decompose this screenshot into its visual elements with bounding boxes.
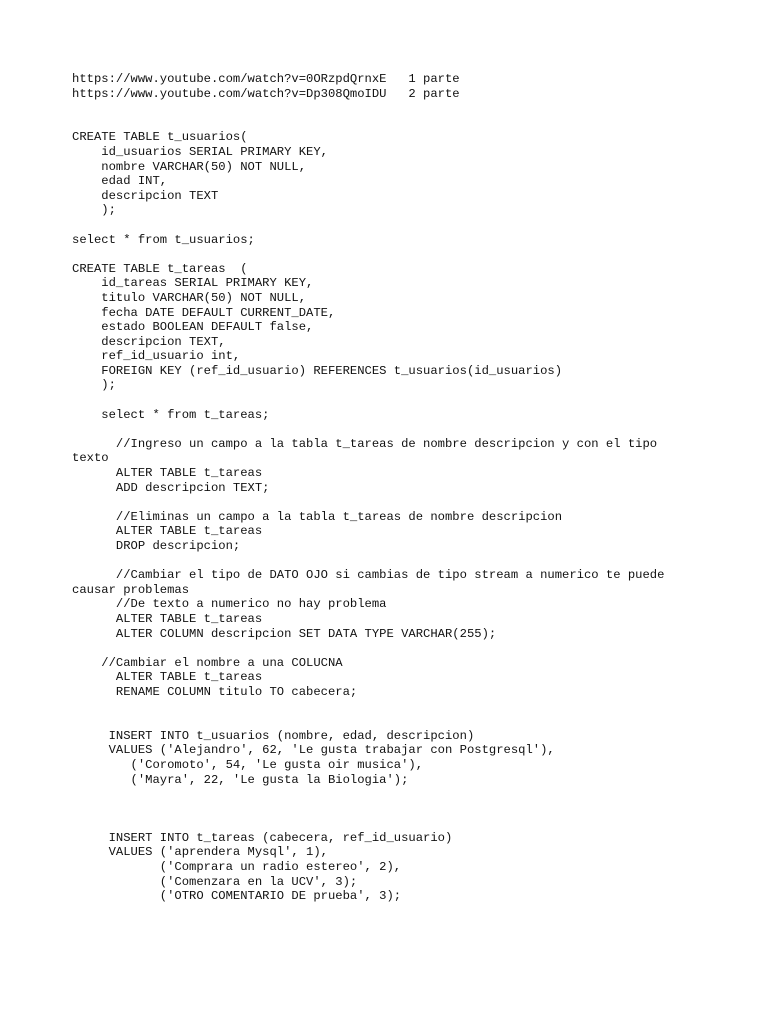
code-line <box>72 495 696 510</box>
code-line: id_tareas SERIAL PRIMARY KEY, <box>72 276 314 291</box>
code-line <box>72 247 696 262</box>
code-line: https://www.youtube.com/watch?v=0ORzpdQrnxE 1 parte <box>72 72 460 86</box>
code-line: CREATE TABLE t_tareas ( <box>72 261 248 276</box>
code-line: ('Comprara un radio estereo', 2), <box>72 860 402 875</box>
code-line: select * from t_usuarios; <box>72 232 255 247</box>
code-line: ('Comenzara en la UCV', 3); <box>72 874 358 889</box>
code-line <box>72 641 696 656</box>
code-line: //Cambiar el tipo de DATO OJO si cambias de tipo stream a numerico te puede <box>72 568 665 583</box>
code-line: ref_id_usuario int, <box>72 349 241 364</box>
code-line: ALTER TABLE t_tareas <box>72 670 263 685</box>
code-line: titulo VARCHAR(50) NOT NULL, <box>72 290 307 305</box>
code-line: fecha DATE DEFAULT CURRENT_DATE, <box>72 305 336 320</box>
code-line <box>72 700 696 715</box>
code-line: nombre VARCHAR(50) NOT NULL, <box>72 159 307 174</box>
code-line: https://www.youtube.com/watch?v=Dp308QmoIDU 2 parte <box>72 86 460 101</box>
code-line <box>72 714 696 729</box>
code-line: ); <box>72 378 116 393</box>
code-line: ALTER TABLE t_tareas <box>72 611 263 626</box>
code-line: texto <box>72 451 109 466</box>
code-line: //De texto a numerico no hay problema <box>72 597 387 612</box>
code-line: id_usuarios SERIAL PRIMARY KEY, <box>72 144 328 159</box>
code-line <box>72 116 696 131</box>
code-line: CREATE TABLE t_usuarios( <box>72 130 248 145</box>
code-line: ('Coromoto', 54, 'Le gusta oir musica'), <box>72 757 424 772</box>
code-line <box>72 218 696 233</box>
code-line: RENAME COLUMN titulo TO cabecera; <box>72 684 358 699</box>
code-line: INSERT INTO t_tareas (cabecera, ref_id_usuario) <box>72 830 453 845</box>
code-line: //Eliminas un campo a la tabla t_tareas de nombre descripcion <box>72 509 563 524</box>
code-line: descripcion TEXT <box>72 188 219 203</box>
code-line: ALTER COLUMN descripcion SET DATA TYPE VARCHAR(255); <box>72 626 497 641</box>
code-line: DROP descripcion; <box>72 539 241 553</box>
code-line <box>72 101 696 116</box>
code-line <box>72 816 696 831</box>
code-line: ); <box>72 203 116 218</box>
code-line: ('Mayra', 22, 'Le gusta la Biologia'); <box>72 772 409 787</box>
code-line: FOREIGN KEY (ref_id_usuario) REFERENCES t_usuarios(id_usuarios) <box>72 363 563 378</box>
code-line <box>72 787 696 802</box>
code-line: ALTER TABLE t_tareas <box>72 524 263 539</box>
code-line: causar problemas <box>72 582 190 597</box>
code-line: INSERT INTO t_usuarios (nombre, edad, descripcion) <box>72 728 475 743</box>
code-line: VALUES ('Alejandro', 62, 'Le gusta trabajar con Postgresql'), <box>72 743 555 758</box>
code-line: ('OTRO COMENTARIO DE prueba', 3); <box>72 889 402 904</box>
code-line: descripcion TEXT, <box>72 334 226 349</box>
code-line: estado BOOLEAN DEFAULT false, <box>72 320 314 335</box>
code-line <box>72 802 696 817</box>
code-line: ADD descripcion TEXT; <box>72 480 270 495</box>
code-line: ALTER TABLE t_tareas <box>72 466 263 481</box>
code-line: //Cambiar el nombre a una COLUCNA <box>72 655 343 670</box>
code-line <box>72 393 696 408</box>
code-line: //Ingreso un campo a la tabla t_tareas de nombre descripcion y con el tipo <box>72 436 658 451</box>
code-line <box>72 554 696 569</box>
code-line <box>72 422 696 437</box>
code-line: edad INT, <box>72 174 168 189</box>
code-line: VALUES ('aprendera Mysql', 1), <box>72 845 328 860</box>
code-line: select * from t_tareas; <box>72 407 270 422</box>
document-page <box>72 72 696 904</box>
